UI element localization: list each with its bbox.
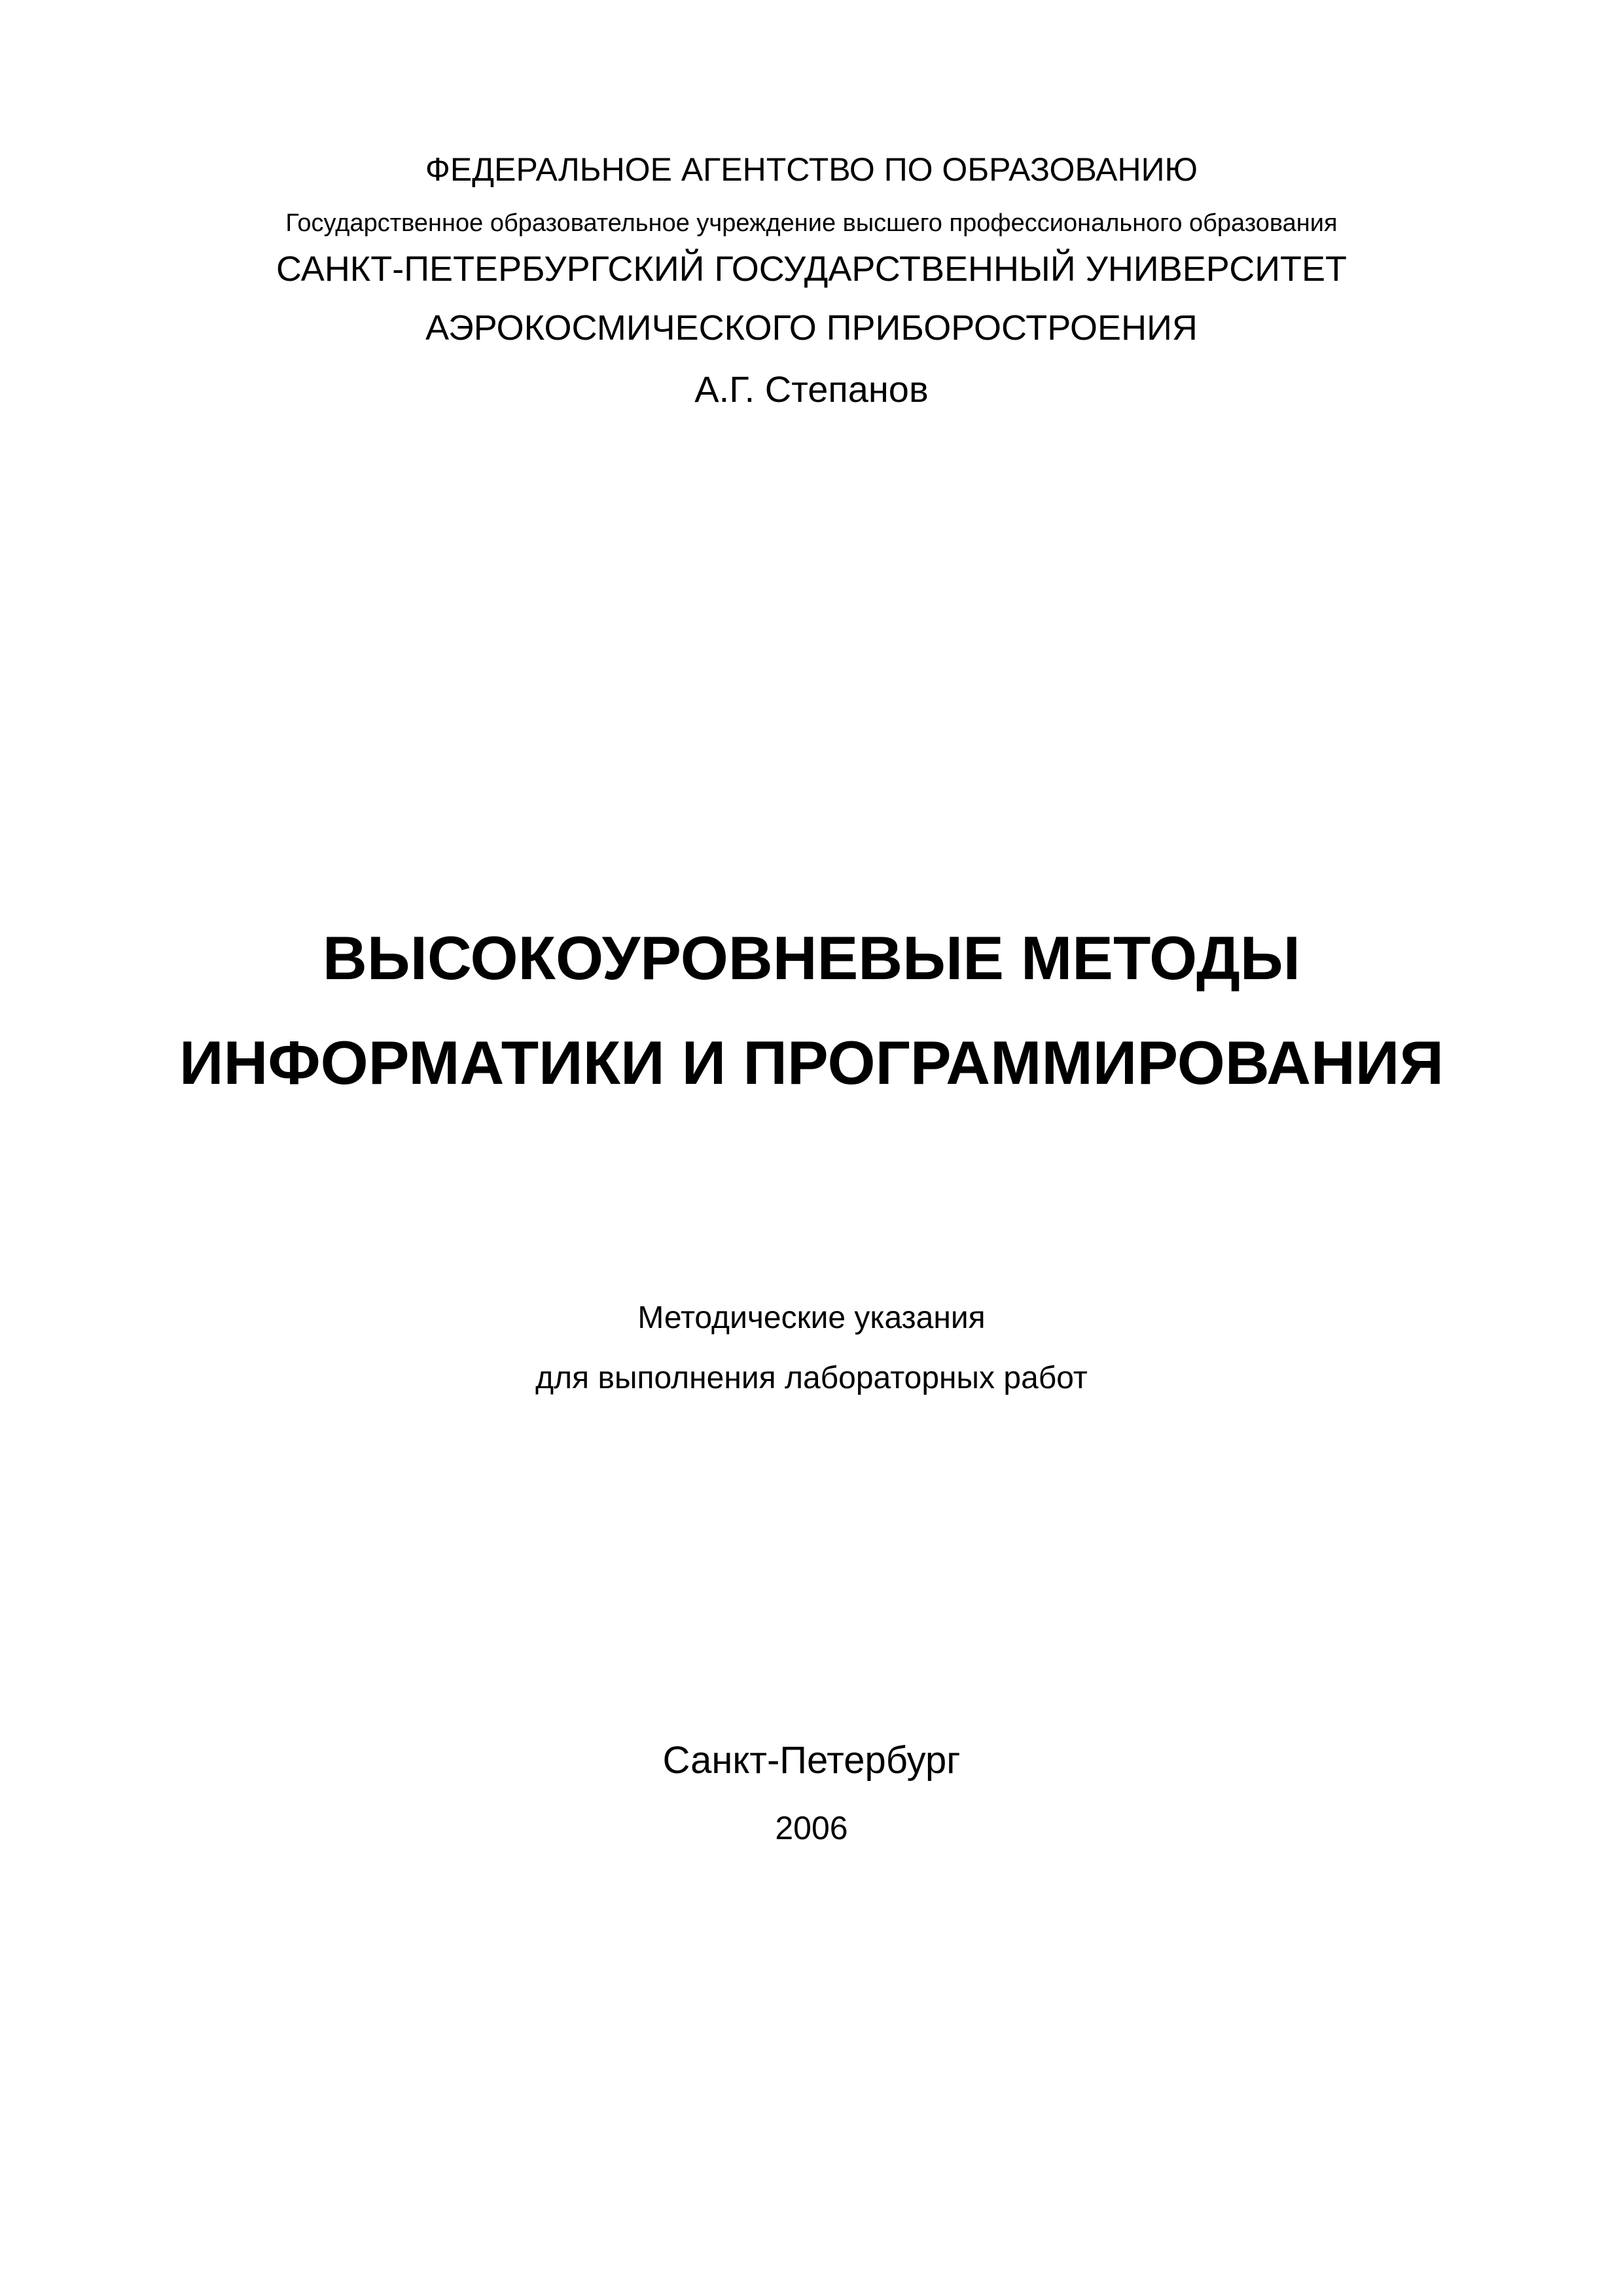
imprint-year: 2006	[775, 1810, 848, 1846]
imprint-city: Санкт-Петербург	[662, 1739, 961, 1782]
agency-name: ФЕДЕРАЛЬНОЕ АГЕНТСТВО ПО ОБРАЗОВАНИЮ	[425, 151, 1198, 188]
author-name: А.Г. Степанов	[694, 368, 929, 410]
document-title-line2: ИНФОРМАТИКИ И ПРОГРАММИРОВАНИЯ	[179, 1028, 1444, 1097]
university-name-line1: САНКТ-ПЕТЕРБУРГСКИЙ ГОСУДАРСТВЕННЫЙ УНИВЕРСИТЕТ	[276, 249, 1347, 289]
document-title-line1: ВЫСОКОУРОВНЕВЫЕ МЕТОДЫ	[323, 924, 1300, 992]
university-name-line2: АЭРОКОСМИЧЕСКОГО ПРИБОРОСТРОЕНИЯ	[425, 308, 1198, 348]
subtitle-line2: для выполнения лабораторных работ	[535, 1361, 1088, 1395]
institution-type: Государственное образовательное учреждение высшего профессионального образования	[285, 209, 1338, 237]
subtitle-line1: Методические указания	[637, 1300, 986, 1335]
